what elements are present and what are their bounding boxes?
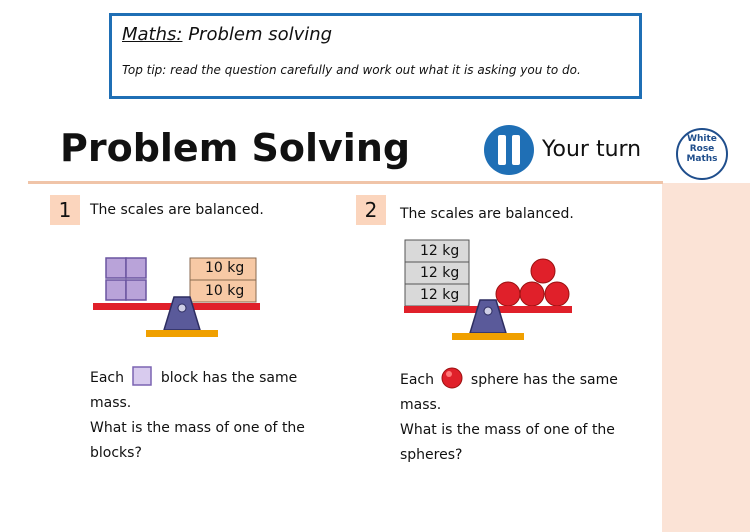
mass-label: 12 kg (420, 243, 460, 259)
sphere (531, 259, 555, 283)
your-turn-label: Your turn (542, 137, 642, 162)
scale-base (452, 333, 524, 340)
question-2-statement: The scales are balanced. (400, 206, 574, 222)
question-2-text: Each sphere has the same mass. What is the mass of one of the spheres? (400, 367, 618, 468)
logo-text: White Rose Maths (686, 134, 718, 164)
header-divider (28, 181, 663, 184)
tip-text: Top tip: read the question carefully and work out what it is asking you to do. (122, 63, 581, 77)
page-title: Problem Solving (60, 126, 411, 170)
question-1-number: 1 (50, 195, 80, 225)
scale-pivot (470, 300, 506, 333)
tip-subject: Maths: (122, 24, 183, 45)
question-1-statement: The scales are balanced. (90, 202, 264, 218)
question-1-text: Each block has the same mass. What is the mass of one of the blocks? (90, 366, 305, 466)
block-icon (132, 366, 152, 386)
top-tip-box (109, 13, 642, 99)
block (106, 258, 126, 278)
mass-label: 12 kg (420, 287, 460, 303)
sphere (520, 282, 544, 306)
sphere (545, 282, 569, 306)
tip-title (122, 24, 332, 45)
pause-icon (483, 124, 535, 176)
side-panel (662, 183, 750, 532)
mass-label: 12 kg (420, 265, 460, 281)
mass-label: 10 kg (205, 283, 245, 299)
sphere-icon (441, 367, 463, 389)
mass-label: 10 kg (205, 260, 245, 276)
tip-topic: Problem solving (188, 24, 333, 45)
scale-base (146, 330, 218, 337)
question-2-number: 2 (356, 195, 386, 225)
block (126, 280, 146, 300)
block (106, 280, 126, 300)
sphere (496, 282, 520, 306)
block (126, 258, 146, 278)
